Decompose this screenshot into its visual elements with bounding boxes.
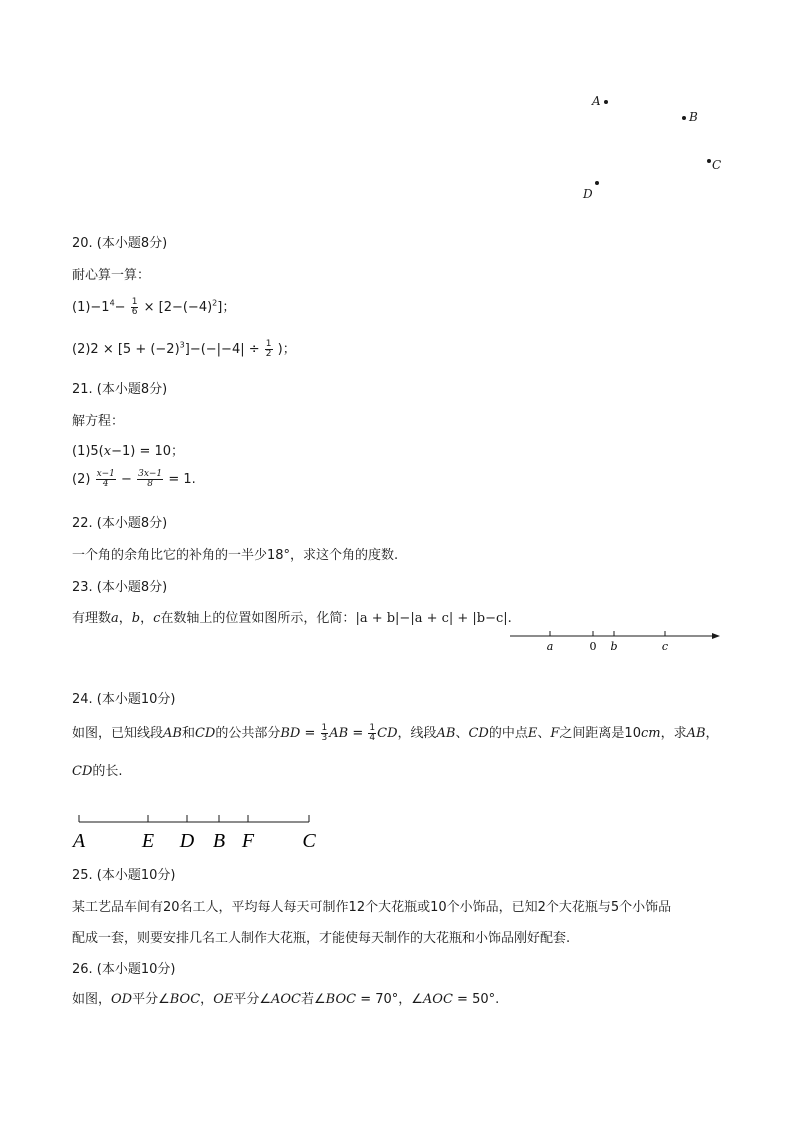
seg-label-E: E: [141, 830, 155, 852]
axis-label-a: a: [546, 640, 554, 653]
q21-title: 21. (本小题8分): [72, 382, 168, 397]
q26-text: 如图，OD平分∠BOC，OE平分∠AOC若∠BOC = 70°，∠AOC = 50°.: [72, 992, 500, 1007]
point-d: [595, 181, 599, 185]
q23-title: 23. (本小题8分): [72, 580, 168, 595]
q26-title: 26. (本小题10分): [72, 962, 176, 977]
axis-label-c: c: [661, 640, 669, 653]
q20-part2: $(2)2 \times [5 + (-2)^3]-(-|-4|$ ÷ $\frac{1}{2}$ )；: [72, 339, 296, 359]
q22-text: 一个角的余角比它的补角的一半少18°，求这个角的度数.: [72, 548, 399, 563]
number-line-arrow-icon: [712, 633, 720, 639]
q21-part2: (2) $\frac{x-1}{4}$ − $\frac{3x-1}{8}$ = 1.: [72, 469, 196, 489]
seg-label-A: A: [72, 830, 86, 852]
q25-line2: 配成一套，则要安排几名工人制作大花瓶，才能使每天制作的大花瓶和小饰品刚好配套.: [72, 931, 571, 946]
q24-line2: CD的长.: [72, 764, 123, 779]
axis-label-b: b: [610, 640, 618, 653]
q20-title: 20. (本小题8分): [72, 236, 168, 251]
point-label-d: D: [583, 187, 593, 201]
seg-label-F: F: [241, 830, 255, 852]
q21-part1: (1)5(x−1) = 10；: [72, 444, 185, 459]
q21-intro: 解方程：: [72, 414, 125, 429]
point-c: [707, 159, 711, 163]
q25-title: 25. (本小题10分): [72, 868, 176, 883]
seg-label-D: D: [179, 830, 195, 852]
q22-title: 22. (本小题8分): [72, 516, 168, 531]
point-label-b: B: [689, 110, 698, 124]
q24-title: 24. (本小题10分): [72, 692, 176, 707]
axis-label-0: 0: [589, 640, 597, 653]
seg-label-C: C: [302, 830, 316, 852]
seg-label-B: B: [212, 830, 226, 852]
q20-intro: 耐心算一算：: [72, 268, 151, 283]
point-b: [682, 116, 686, 120]
q23-text: 有理数a，b，c在数轴上的位置如图所示，化简：|a + b|−|a + c| + |b−c|.: [72, 611, 512, 626]
point-label-c: C: [712, 158, 722, 172]
point-a: [604, 100, 608, 104]
point-label-a: A: [592, 94, 601, 108]
segment-figure: [70, 810, 330, 856]
number-line: [508, 628, 724, 656]
q25-line1: 某工艺品车间有20名工人，平均每人每天可制作12个大花瓶或10个小饰品，已知2个大花瓶与5个小饰品: [72, 900, 672, 915]
q24-line1: 如图，已知线段AB和CD的公共部分BD = $\frac{1}{3}$ AB = $\frac{1}{4}$ CD，线段AB、CD的中点E、F之间距离是10cm，求AB，: [72, 723, 719, 743]
q20-part1: $(1)-1^4-$ $\frac{1}{6}$ × $[2-(-4)^2]$；: [72, 297, 236, 317]
